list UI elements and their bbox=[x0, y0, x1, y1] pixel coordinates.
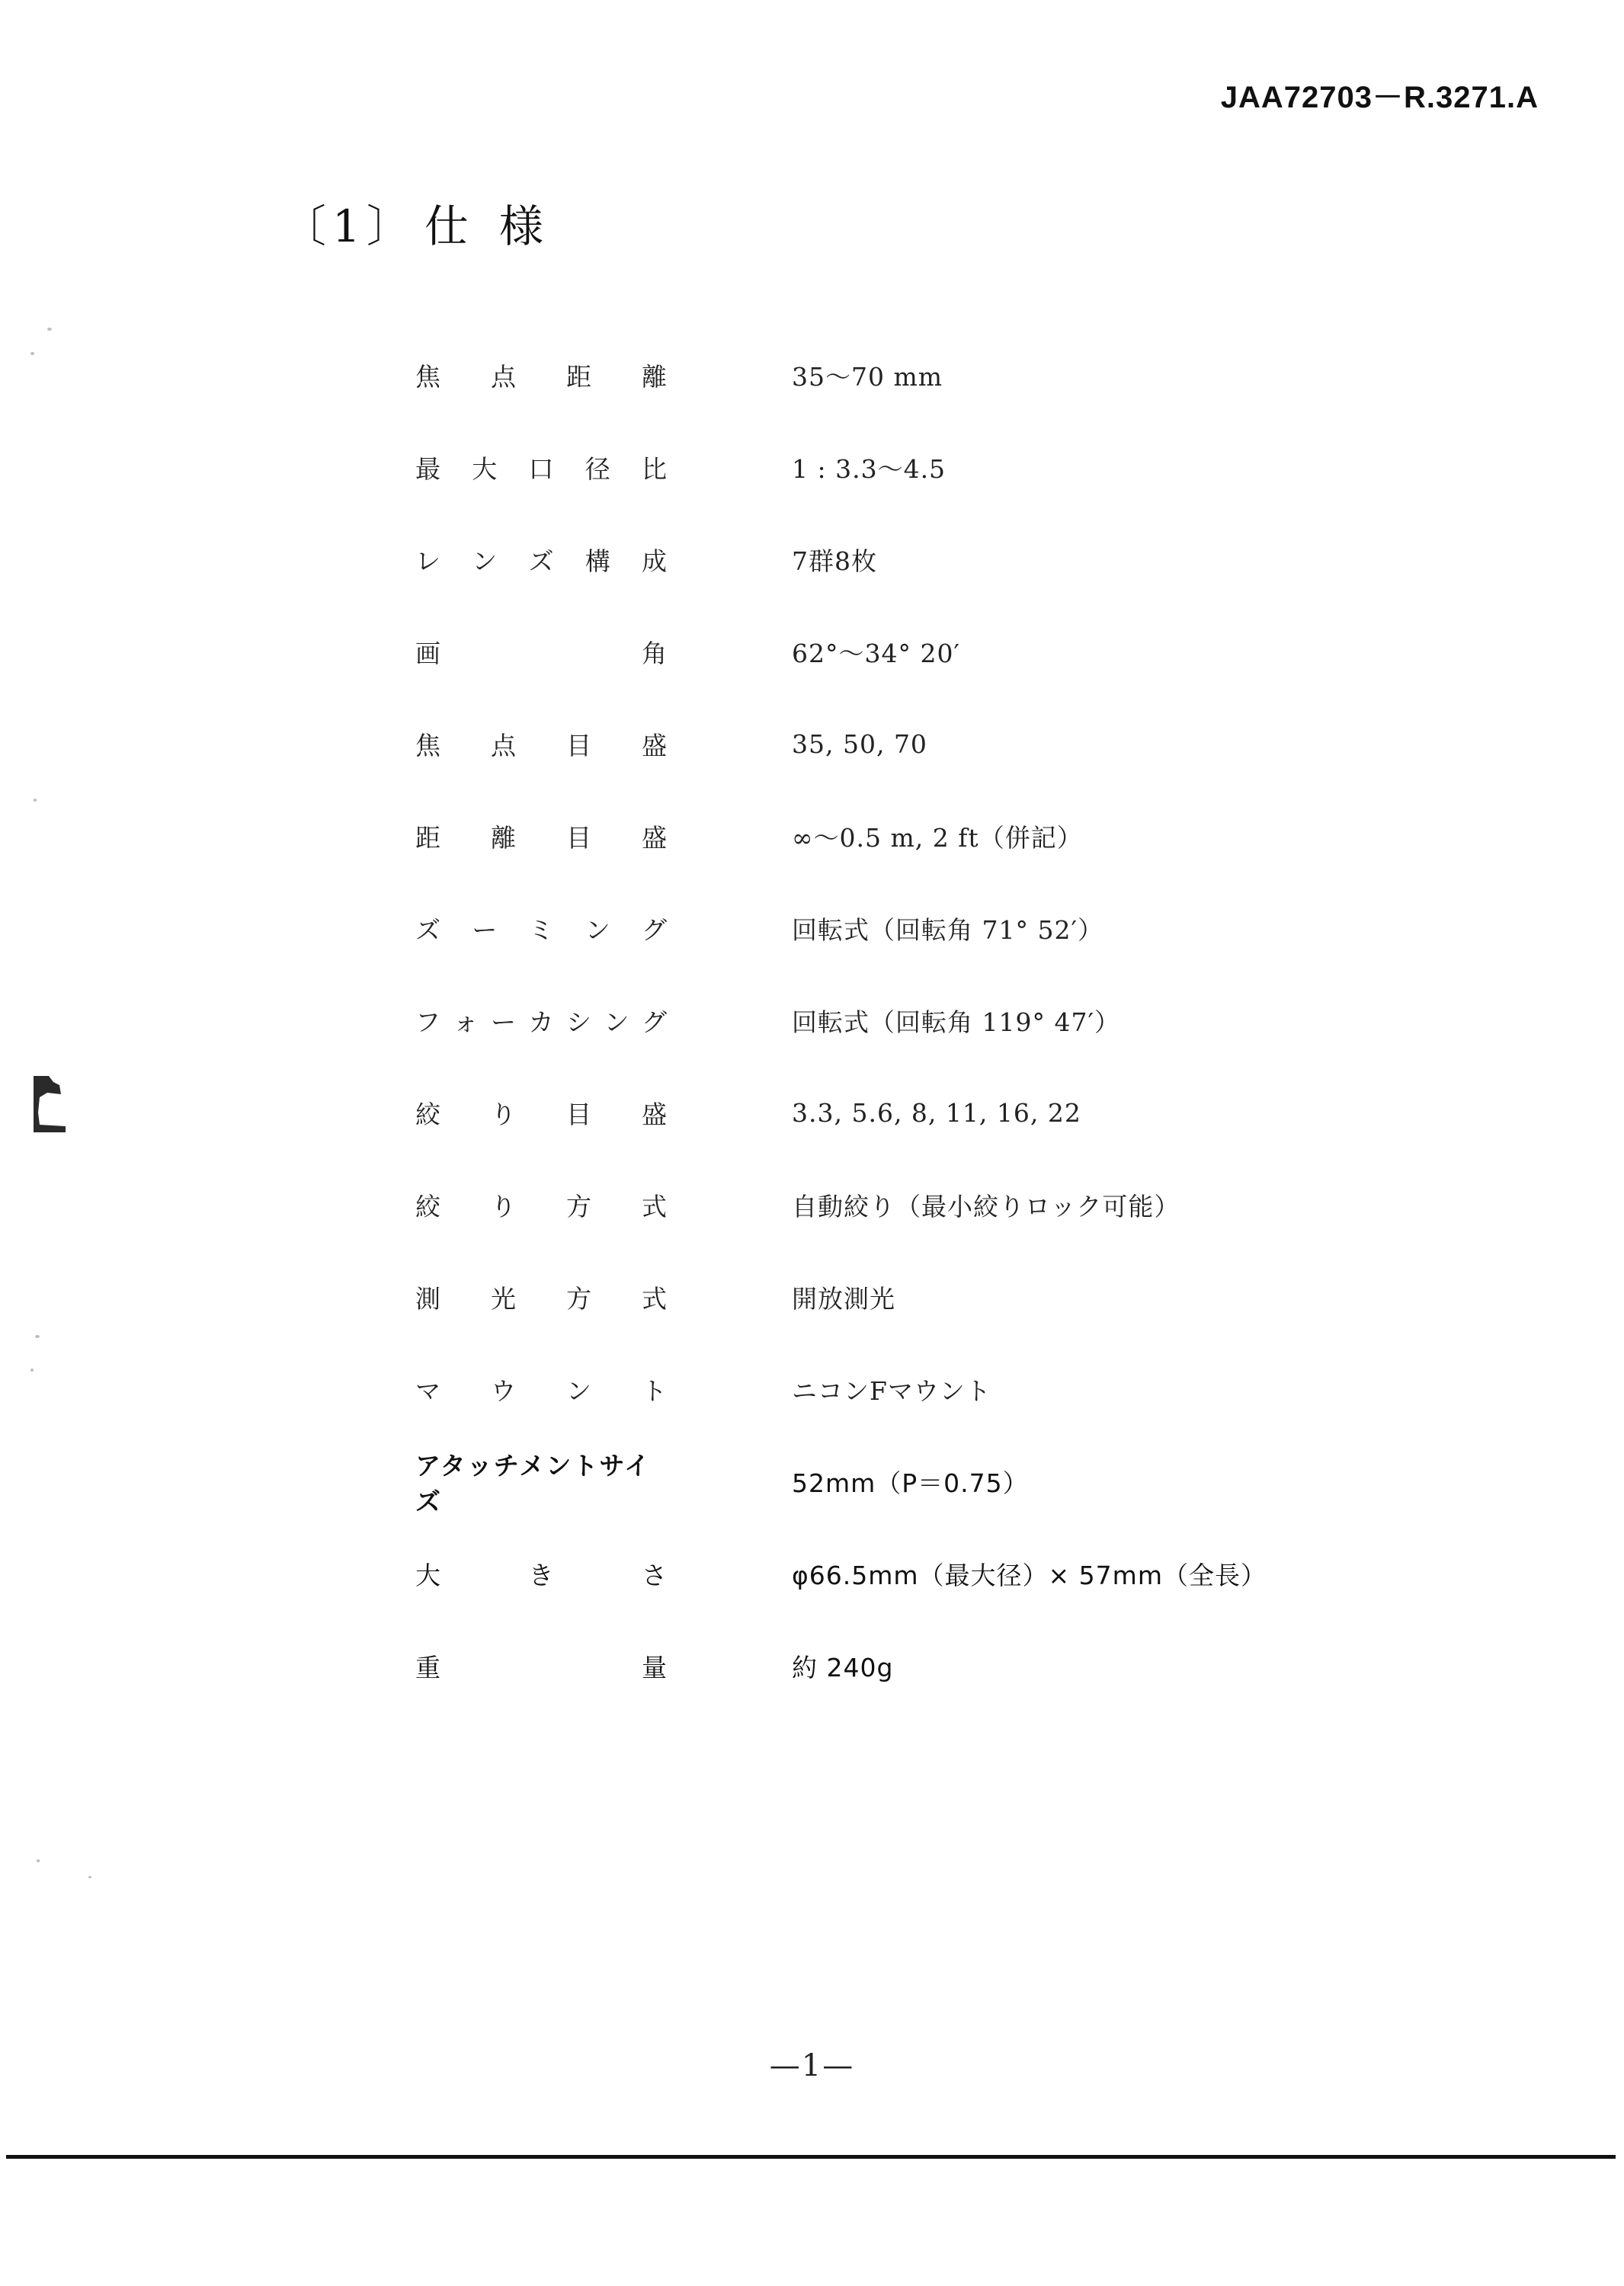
label-char: 重 bbox=[415, 1653, 440, 1682]
label-char: フ bbox=[415, 1007, 440, 1037]
spec-row bbox=[415, 1343, 1406, 1436]
label-char: さ bbox=[642, 1561, 667, 1590]
scan-artifact-mark bbox=[30, 1074, 69, 1134]
spec-value: 35, 50, 70 bbox=[792, 729, 927, 759]
spec-row bbox=[415, 1436, 1406, 1528]
spec-value: 1 : 3.3～4.5 bbox=[792, 454, 947, 484]
label-char: 離 bbox=[491, 823, 516, 853]
spec-value: ∞～0.5 m, 2 ft（併記） bbox=[792, 823, 1083, 853]
label-char: ン bbox=[585, 915, 610, 945]
label-char: 成 bbox=[642, 546, 667, 576]
spec-table bbox=[415, 329, 1406, 1712]
spec-label bbox=[415, 634, 667, 670]
scan-speck bbox=[35, 1335, 40, 1338]
label-char: 方 bbox=[566, 1192, 591, 1221]
scan-speck bbox=[88, 1876, 91, 1878]
label-char: 構 bbox=[585, 546, 610, 576]
label-char: 目 bbox=[566, 823, 591, 853]
spec-row bbox=[415, 882, 1406, 975]
spec-value: 回転式（回転角 71° 52′） bbox=[792, 915, 1103, 945]
spec-row bbox=[415, 421, 1406, 514]
label-char: ミ bbox=[528, 915, 554, 945]
label-char: 焦 bbox=[415, 731, 440, 760]
spec-value: 約 240g bbox=[792, 1653, 894, 1682]
document-id: JAA72703－R.3271.A bbox=[1220, 81, 1539, 114]
label-char: 距 bbox=[415, 823, 440, 853]
spec-label bbox=[415, 1556, 667, 1592]
scan-speck bbox=[37, 1859, 40, 1862]
label-char: 式 bbox=[642, 1284, 667, 1314]
spec-value: ニコンFマウント bbox=[792, 1376, 991, 1406]
label-char: 離 bbox=[642, 362, 667, 392]
label-char: 盛 bbox=[642, 823, 667, 853]
label-char: り bbox=[491, 1192, 516, 1221]
label-char: 比 bbox=[642, 454, 667, 484]
label-char: 点 bbox=[491, 731, 516, 760]
label-char: グ bbox=[642, 915, 667, 945]
label-char: 焦 bbox=[415, 362, 440, 392]
label-char: ウ bbox=[491, 1376, 516, 1406]
label-char: 光 bbox=[491, 1284, 516, 1314]
spec-row bbox=[415, 1067, 1406, 1159]
spec-value: 52mm（P＝0.75） bbox=[792, 1468, 1029, 1498]
scan-speck bbox=[34, 799, 37, 802]
label-char: ン bbox=[566, 1376, 591, 1406]
spec-label bbox=[415, 542, 667, 578]
section-heading bbox=[282, 190, 574, 255]
label-char: ン bbox=[604, 1007, 629, 1037]
spec-row bbox=[415, 698, 1406, 790]
spec-label bbox=[415, 1279, 667, 1315]
label-char: 方 bbox=[566, 1284, 591, 1314]
spec-row bbox=[415, 790, 1406, 882]
spec-value: 62°～34° 20′ bbox=[792, 639, 960, 668]
label-char: 目 bbox=[566, 1100, 591, 1129]
label-char: 大 bbox=[472, 454, 498, 484]
label-char: 点 bbox=[491, 362, 516, 392]
spec-label bbox=[415, 357, 667, 393]
spec-value: 開放測光 bbox=[792, 1284, 895, 1314]
spec-row bbox=[415, 1620, 1406, 1712]
section-number: 〔1〕 bbox=[282, 200, 417, 252]
label-char: グ bbox=[642, 1007, 667, 1037]
label-char: き bbox=[528, 1561, 554, 1590]
spec-value: 回転式（回転角 119° 47′） bbox=[792, 1007, 1120, 1037]
label-char: 最 bbox=[415, 454, 440, 484]
label-char: シ bbox=[566, 1007, 591, 1037]
spec-value: 35～70 mm bbox=[792, 362, 943, 392]
label-char: カ bbox=[528, 1007, 554, 1037]
spec-row bbox=[415, 606, 1406, 698]
label-char: 口 bbox=[528, 454, 554, 484]
label-char: 絞 bbox=[415, 1192, 440, 1221]
spec-label: アタッチメントサイズ bbox=[415, 1450, 652, 1516]
spec-value: 3.3, 5.6, 8, 11, 16, 22 bbox=[792, 1098, 1081, 1128]
bottom-rule bbox=[6, 2155, 1616, 2159]
label-char: 量 bbox=[642, 1653, 667, 1682]
label-char: 距 bbox=[566, 362, 591, 392]
label-char: 大 bbox=[415, 1561, 440, 1590]
scan-speck bbox=[30, 352, 34, 355]
spec-label bbox=[415, 911, 667, 946]
label-char: 測 bbox=[415, 1284, 440, 1314]
label-char: ン bbox=[472, 546, 498, 576]
spec-row bbox=[415, 1159, 1406, 1251]
scan-speck bbox=[47, 328, 52, 331]
label-char: ト bbox=[642, 1376, 667, 1406]
label-char: 絞 bbox=[415, 1100, 440, 1129]
spec-row bbox=[415, 1251, 1406, 1343]
label-char: り bbox=[491, 1100, 516, 1129]
label-char: 径 bbox=[585, 454, 610, 484]
spec-label bbox=[415, 1095, 667, 1131]
page-number: —1— bbox=[769, 2048, 855, 2083]
label-char: 画 bbox=[415, 639, 440, 668]
label-char: 盛 bbox=[642, 1100, 667, 1129]
label-char: マ bbox=[415, 1376, 440, 1406]
spec-row bbox=[415, 514, 1406, 606]
label-char: ォ bbox=[453, 1007, 479, 1037]
spec-label bbox=[415, 450, 667, 485]
label-char: 角 bbox=[642, 639, 667, 668]
spec-row bbox=[415, 975, 1406, 1067]
section-title: 仕様 bbox=[424, 200, 574, 252]
label-char: ー bbox=[472, 915, 498, 945]
spec-label bbox=[415, 1003, 667, 1039]
spec-value: 自動絞り（最小絞りロック可能） bbox=[792, 1192, 1180, 1221]
spec-label bbox=[415, 1648, 667, 1684]
spec-value: φ66.5mm（最大径）× 57mm（全長） bbox=[792, 1561, 1267, 1590]
spec-label bbox=[415, 726, 667, 762]
label-char: レ bbox=[415, 546, 440, 576]
label-char: 盛 bbox=[642, 731, 667, 760]
label-char: 目 bbox=[566, 731, 591, 760]
label-char: ズ bbox=[415, 915, 440, 945]
label-char: ー bbox=[491, 1007, 516, 1037]
label-char: 式 bbox=[642, 1192, 667, 1221]
spec-label bbox=[415, 818, 667, 854]
spec-label bbox=[415, 1187, 667, 1223]
spec-row bbox=[415, 1528, 1406, 1620]
spec-label bbox=[415, 1372, 667, 1407]
spec-row bbox=[415, 329, 1406, 421]
label-char: ズ bbox=[528, 546, 554, 576]
spec-value: 7群8枚 bbox=[792, 546, 877, 576]
scan-speck bbox=[30, 1369, 34, 1372]
